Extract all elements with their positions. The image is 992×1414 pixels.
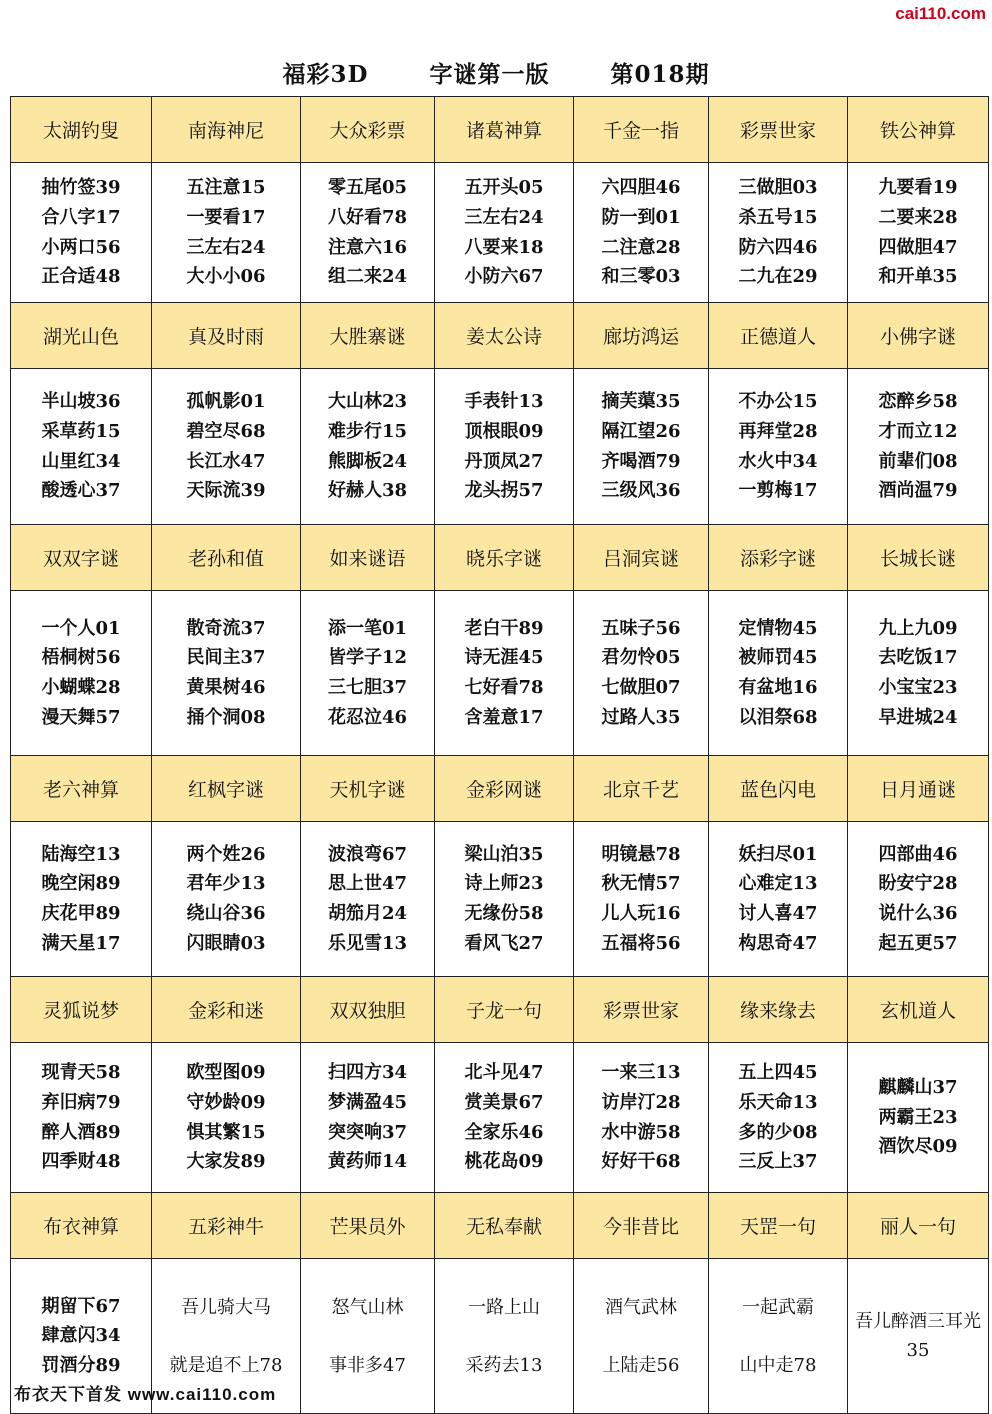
riddle-line: 早进城24 (878, 706, 958, 728)
riddle-line: 晚空闲89 (41, 873, 121, 895)
predictor-name: 老孙和值 (152, 525, 301, 591)
riddle-cell (574, 1043, 709, 1193)
riddle-cell (709, 369, 848, 525)
riddle-line: 守妙龄09 (186, 1091, 266, 1113)
riddle-line: 构思奇47 (738, 932, 818, 954)
riddle-line: 弃旧病79 (41, 1091, 121, 1113)
riddle-line: 山里红34 (41, 450, 121, 472)
riddle-line: 合八字17 (41, 206, 121, 228)
riddle-line: 四做胆47 (878, 236, 958, 258)
riddle-line: 二注意28 (601, 236, 681, 258)
riddle-line: 漫天舞57 (41, 706, 121, 728)
riddle-line: 好好干68 (601, 1151, 681, 1173)
predictor-name: 如来谜语 (301, 525, 435, 591)
riddle-table (10, 96, 989, 1414)
riddle-cell (709, 822, 848, 977)
predictor-name: 老六神算 (11, 756, 152, 822)
predictor-name: 日月通谜 (848, 756, 989, 822)
predictor-name: 太湖钓叟 (11, 97, 152, 163)
riddle-row (11, 163, 989, 303)
predictor-name: 灵狐说梦 (11, 977, 152, 1043)
riddle-line: 无缘份58 (464, 903, 544, 924)
riddle-line: 一要看17 (186, 206, 266, 228)
riddle-line: 一起武霸 (742, 1296, 814, 1318)
title-edition: 字谜第一版 (429, 61, 550, 88)
riddle-line: 君年少13 (186, 873, 266, 895)
riddle-line: 肆意闪34 (41, 1325, 121, 1347)
riddle-line: 零五尾05 (327, 177, 408, 199)
riddle-line: 庆花甲89 (41, 903, 121, 924)
riddle-line: 酒气武林 (605, 1296, 677, 1318)
riddle-cell (848, 822, 989, 977)
riddle-line: 再拜堂28 (738, 420, 818, 442)
riddle-line: 怒气山林 (331, 1296, 404, 1318)
riddle-line: 碧空尽68 (186, 420, 266, 442)
riddle-line: 小宝宝23 (878, 677, 958, 698)
predictor-name: 丽人一句 (848, 1193, 989, 1259)
predictor-name: 大胜寨谜 (301, 303, 435, 369)
riddle-line: 胡笳月24 (327, 903, 408, 924)
riddle-line: 抽竹签39 (41, 177, 121, 199)
riddle-line: 顶根眼09 (464, 420, 544, 442)
riddle-line: 九要看19 (878, 177, 958, 199)
predictor-name: 北京千艺 (574, 756, 709, 822)
riddle-line: 五福将56 (601, 932, 681, 954)
riddle-line: 欧型图09 (186, 1062, 266, 1084)
predictor-name: 金彩网谜 (435, 756, 574, 822)
riddle-line: 麒麟山37 (878, 1077, 958, 1099)
predictor-name: 真及时雨 (152, 303, 301, 369)
riddle-line: 满天星17 (41, 932, 121, 954)
riddle-line: 和开单35 (878, 266, 958, 288)
riddle-line: 三七胆37 (327, 677, 408, 698)
riddle-line: 起五更57 (878, 932, 958, 954)
riddle-cell (301, 1043, 435, 1193)
predictor-name: 晓乐字谜 (435, 525, 574, 591)
riddle-line: 长江水47 (186, 450, 266, 472)
riddle-cell (435, 1043, 574, 1193)
riddle-line: 水中游58 (601, 1121, 681, 1143)
riddle-line: 惧其繁15 (186, 1121, 266, 1143)
predictor-name: 双双字谜 (11, 525, 152, 591)
riddle-line: 采草药15 (41, 420, 121, 442)
header-row (11, 977, 989, 1043)
riddle-cell (11, 163, 152, 303)
riddle-line: 现青天58 (41, 1062, 121, 1084)
riddle-line: 梦满盈45 (327, 1091, 408, 1113)
header-row (11, 756, 989, 822)
riddle-cell (574, 1259, 709, 1414)
riddle-line: 酒尚温79 (878, 480, 958, 502)
riddle-line: 一路上山 (468, 1296, 540, 1318)
riddle-line: 一剪梅17 (738, 480, 818, 502)
riddle-line: 才而立12 (878, 420, 958, 442)
riddle-line: 多的少08 (738, 1121, 818, 1143)
riddle-line: 去吃饭17 (878, 647, 958, 669)
predictor-name: 长城长谜 (848, 525, 989, 591)
riddle-cell (848, 1043, 989, 1193)
riddle-line: 上陆走56 (602, 1354, 680, 1376)
riddle-line: 五味子56 (601, 617, 681, 639)
riddle-line: 桃花岛09 (464, 1151, 544, 1173)
riddle-line: 大家发89 (186, 1151, 266, 1173)
riddle-line: 采药去13 (465, 1354, 543, 1376)
riddle-line: 心难定13 (738, 873, 818, 895)
riddle-line: 有盆地16 (738, 677, 818, 698)
riddle-line: 陆海空13 (41, 843, 121, 865)
riddle-line: 注意六16 (327, 236, 408, 258)
riddle-line: 和三零03 (601, 266, 681, 288)
predictor-name: 千金一指 (574, 97, 709, 163)
predictor-name: 湖光山色 (11, 303, 152, 369)
riddle-cell (574, 369, 709, 525)
riddle-line: 齐喝酒79 (601, 450, 681, 472)
predictor-name: 姜太公诗 (435, 303, 574, 369)
riddle-line: 酸透心37 (41, 480, 121, 502)
riddle-cell (709, 163, 848, 303)
riddle-cell (574, 591, 709, 756)
riddle-line: 三左右24 (464, 206, 544, 228)
riddle-line: 四季财48 (41, 1151, 121, 1173)
header-row (11, 525, 989, 591)
spacer (152, 1322, 300, 1351)
riddle-line: 三反上37 (738, 1151, 818, 1173)
riddle-line: 小两口56 (41, 236, 121, 258)
riddle-line: 三做胆03 (738, 177, 818, 199)
riddle-cell (848, 369, 989, 525)
site-watermark: cai110.com (895, 4, 986, 23)
riddle-line: 八要来18 (464, 236, 544, 258)
riddle-line: 熊脚板24 (327, 450, 408, 472)
riddle-cell (11, 591, 152, 756)
riddle-line: 扫四方34 (327, 1062, 408, 1084)
riddle-cell (11, 369, 152, 525)
riddle-line: 三左右24 (186, 236, 266, 258)
predictor-name: 红枫字谜 (152, 756, 301, 822)
riddle-cell (301, 163, 435, 303)
riddle-cell (435, 822, 574, 977)
riddle-line: 防一到01 (601, 206, 681, 228)
riddle-row (11, 591, 989, 756)
predictor-name: 诸葛神算 (435, 97, 574, 163)
header-row (11, 1193, 989, 1259)
riddle-line: 防六四46 (738, 236, 818, 258)
predictor-name: 彩票世家 (709, 97, 848, 163)
spacer (574, 1322, 708, 1351)
riddle-line: 梁山泊35 (464, 843, 544, 865)
predictor-name: 双双独胆 (301, 977, 435, 1043)
riddle-cell (709, 1043, 848, 1193)
riddle-cell (574, 822, 709, 977)
riddle-line: 捅个洞08 (186, 706, 266, 728)
spacer (709, 1322, 847, 1351)
riddle-cell (301, 1259, 435, 1414)
riddle-line: 手表针13 (464, 391, 544, 413)
riddle-line: 赏美景67 (464, 1091, 544, 1113)
riddle-line: 七做胆07 (601, 677, 681, 698)
riddle-line: 秋无情57 (601, 873, 681, 895)
predictor-name: 芒果员外 (301, 1193, 435, 1259)
spacer (435, 1322, 573, 1351)
riddle-line: 八好看78 (327, 206, 408, 228)
riddle-line: 摘芙蕖35 (601, 391, 681, 413)
riddle-line: 一个人01 (41, 617, 121, 639)
riddle-cell (435, 369, 574, 525)
riddle-line: 闪眼睛03 (186, 932, 266, 954)
riddle-cell (301, 591, 435, 756)
riddle-line: 好赫人38 (327, 480, 408, 502)
riddle-cell (848, 591, 989, 756)
predictor-name: 无私奉献 (435, 1193, 574, 1259)
riddle-line: 乐见雪13 (327, 932, 408, 954)
riddle-line: 讨人喜47 (738, 903, 818, 924)
riddle-line: 全家乐46 (464, 1121, 544, 1143)
header-row (11, 303, 989, 369)
predictor-name: 今非昔比 (574, 1193, 709, 1259)
riddle-line: 民间主37 (186, 647, 266, 669)
riddle-line: 散奇流37 (186, 617, 266, 639)
riddle-line: 杀五号15 (738, 206, 818, 228)
riddle-cell (435, 163, 574, 303)
riddle-row (11, 822, 989, 977)
predictor-name: 小佛字谜 (848, 303, 989, 369)
predictor-name: 玄机道人 (848, 977, 989, 1043)
page-title (0, 56, 992, 92)
riddle-line: 丹顶凤27 (464, 450, 544, 472)
riddle-cell (435, 1259, 574, 1414)
riddle-line: 黄药师14 (327, 1151, 408, 1173)
riddle-line: 过路人35 (601, 706, 681, 728)
riddle-cell (152, 163, 301, 303)
riddle-line: 北斗见47 (464, 1062, 544, 1084)
riddle-line: 明镜悬78 (601, 843, 681, 865)
predictor-name: 五彩神牛 (152, 1193, 301, 1259)
riddle-line: 正合适48 (41, 266, 121, 288)
riddle-line: 小防六67 (464, 266, 544, 288)
predictor-name: 廊坊鸿运 (574, 303, 709, 369)
footer-source: 布衣天下首发 www.cai110.com (14, 1385, 277, 1404)
riddle-line: 定情物45 (738, 617, 818, 639)
riddle-line: 诗无涯45 (464, 647, 544, 669)
predictor-name: 吕洞宾谜 (574, 525, 709, 591)
riddle-line: 绕山谷36 (186, 903, 266, 924)
riddle-line: 罚酒分89 (41, 1354, 121, 1376)
riddle-line: 二九在29 (738, 266, 818, 288)
riddle-cell (435, 591, 574, 756)
riddle-row (11, 369, 989, 525)
predictor-name: 大众彩票 (301, 97, 435, 163)
riddle-cell (709, 1259, 848, 1414)
riddle-row (11, 1043, 989, 1193)
riddle-line: 前辈们08 (878, 450, 958, 472)
riddle-cell (301, 369, 435, 525)
riddle-line: 含羞意17 (464, 706, 544, 728)
riddle-line: 梧桐树56 (41, 647, 121, 669)
riddle-line: 乐天命13 (738, 1091, 818, 1113)
riddle-line: 组二来24 (327, 266, 408, 288)
riddle-cell (301, 822, 435, 977)
riddle-line: 两个姓26 (186, 843, 266, 865)
riddle-line: 以泪祭68 (738, 706, 818, 728)
riddle-line: 突突响37 (327, 1121, 408, 1143)
riddle-line: 看风飞27 (464, 932, 544, 954)
predictor-name: 正德道人 (709, 303, 848, 369)
riddle-cell (152, 369, 301, 525)
riddle-line: 孤帆影01 (186, 391, 266, 413)
riddle-line: 一来三13 (601, 1062, 681, 1084)
riddle-line: 酒饮尽09 (878, 1136, 958, 1158)
predictor-name: 天罡一句 (709, 1193, 848, 1259)
riddle-line: 不办公15 (738, 391, 818, 413)
riddle-line: 五注意15 (186, 177, 266, 199)
riddle-line: 小蝴蝶28 (41, 677, 121, 698)
riddle-line: 天际流39 (186, 480, 266, 502)
riddle-line: 访岸汀28 (601, 1091, 681, 1113)
riddle-line: 君勿怜05 (601, 647, 681, 669)
riddle-line: 思上世47 (327, 873, 408, 895)
predictor-name: 天机字谜 (301, 756, 435, 822)
riddle-line: 水火中34 (738, 450, 818, 472)
riddle-line: 盼安宁28 (878, 873, 958, 895)
riddle-line: 三级风36 (601, 480, 681, 502)
riddle-line: 皆学子12 (327, 647, 408, 669)
riddle-line: 五上四45 (738, 1062, 818, 1084)
riddle-cell (848, 1259, 989, 1414)
riddle-line: 黄果树46 (186, 677, 266, 698)
predictor-name: 缘来缘去 (709, 977, 848, 1043)
predictor-name: 彩票世家 (574, 977, 709, 1043)
riddle-line: 就是追不上78 (169, 1354, 283, 1376)
predictor-name: 添彩字谜 (709, 525, 848, 591)
riddle-line: 恋醉乡58 (878, 391, 958, 413)
riddle-cell (152, 591, 301, 756)
riddle-line: 诗上师23 (464, 873, 544, 895)
riddle-line: 四部曲46 (878, 843, 958, 865)
spacer (301, 1322, 434, 1351)
riddle-cell (574, 163, 709, 303)
riddle-line: 吾儿醉酒三耳光35 (855, 1311, 981, 1361)
riddle-line: 醉人酒89 (41, 1121, 121, 1143)
header-row (11, 97, 989, 163)
riddle-cell (709, 591, 848, 756)
riddle-cell (11, 1043, 152, 1193)
riddle-line: 难步行15 (327, 420, 408, 442)
riddle-line: 两霸王23 (878, 1106, 958, 1128)
riddle-line: 老白干89 (464, 617, 544, 639)
predictor-name: 子龙一句 (435, 977, 574, 1043)
riddle-line: 五开头05 (464, 177, 544, 199)
riddle-line: 事非多47 (329, 1354, 406, 1376)
riddle-line: 隔江望26 (601, 420, 681, 442)
riddle-line: 期留下67 (41, 1295, 121, 1317)
riddle-line: 添一笔01 (327, 617, 408, 639)
riddle-line: 波浪弯67 (327, 843, 408, 865)
riddle-line: 吾儿骑大马 (181, 1296, 271, 1318)
title-lottery: 福彩3D (282, 61, 369, 88)
riddle-line: 二要来28 (878, 206, 958, 228)
riddle-line: 山中走78 (739, 1354, 817, 1376)
riddle-cell (11, 822, 152, 977)
riddle-line: 七好看78 (464, 677, 544, 698)
riddle-line: 花忍泣46 (327, 706, 408, 728)
predictor-name: 南海神尼 (152, 97, 301, 163)
riddle-cell (152, 1043, 301, 1193)
predictor-name: 金彩和迷 (152, 977, 301, 1043)
predictor-name: 铁公神算 (848, 97, 989, 163)
predictor-name: 布衣神算 (11, 1193, 152, 1259)
riddle-line: 大小小06 (186, 266, 266, 288)
riddle-line: 被师罚45 (738, 647, 818, 669)
riddle-line: 儿人玩16 (601, 903, 681, 924)
riddle-line: 妖扫尽01 (738, 843, 818, 865)
predictor-name: 蓝色闪电 (709, 756, 848, 822)
riddle-line: 说什么36 (878, 903, 958, 924)
title-issue: 第018期 (610, 61, 710, 88)
riddle-cell (152, 822, 301, 977)
riddle-line: 九上九09 (878, 617, 958, 639)
riddle-line: 半山坡36 (41, 391, 121, 413)
riddle-line: 大山林23 (327, 391, 408, 413)
riddle-cell (848, 163, 989, 303)
riddle-line: 龙头拐57 (464, 480, 544, 502)
riddle-line: 六四胆46 (601, 177, 681, 199)
